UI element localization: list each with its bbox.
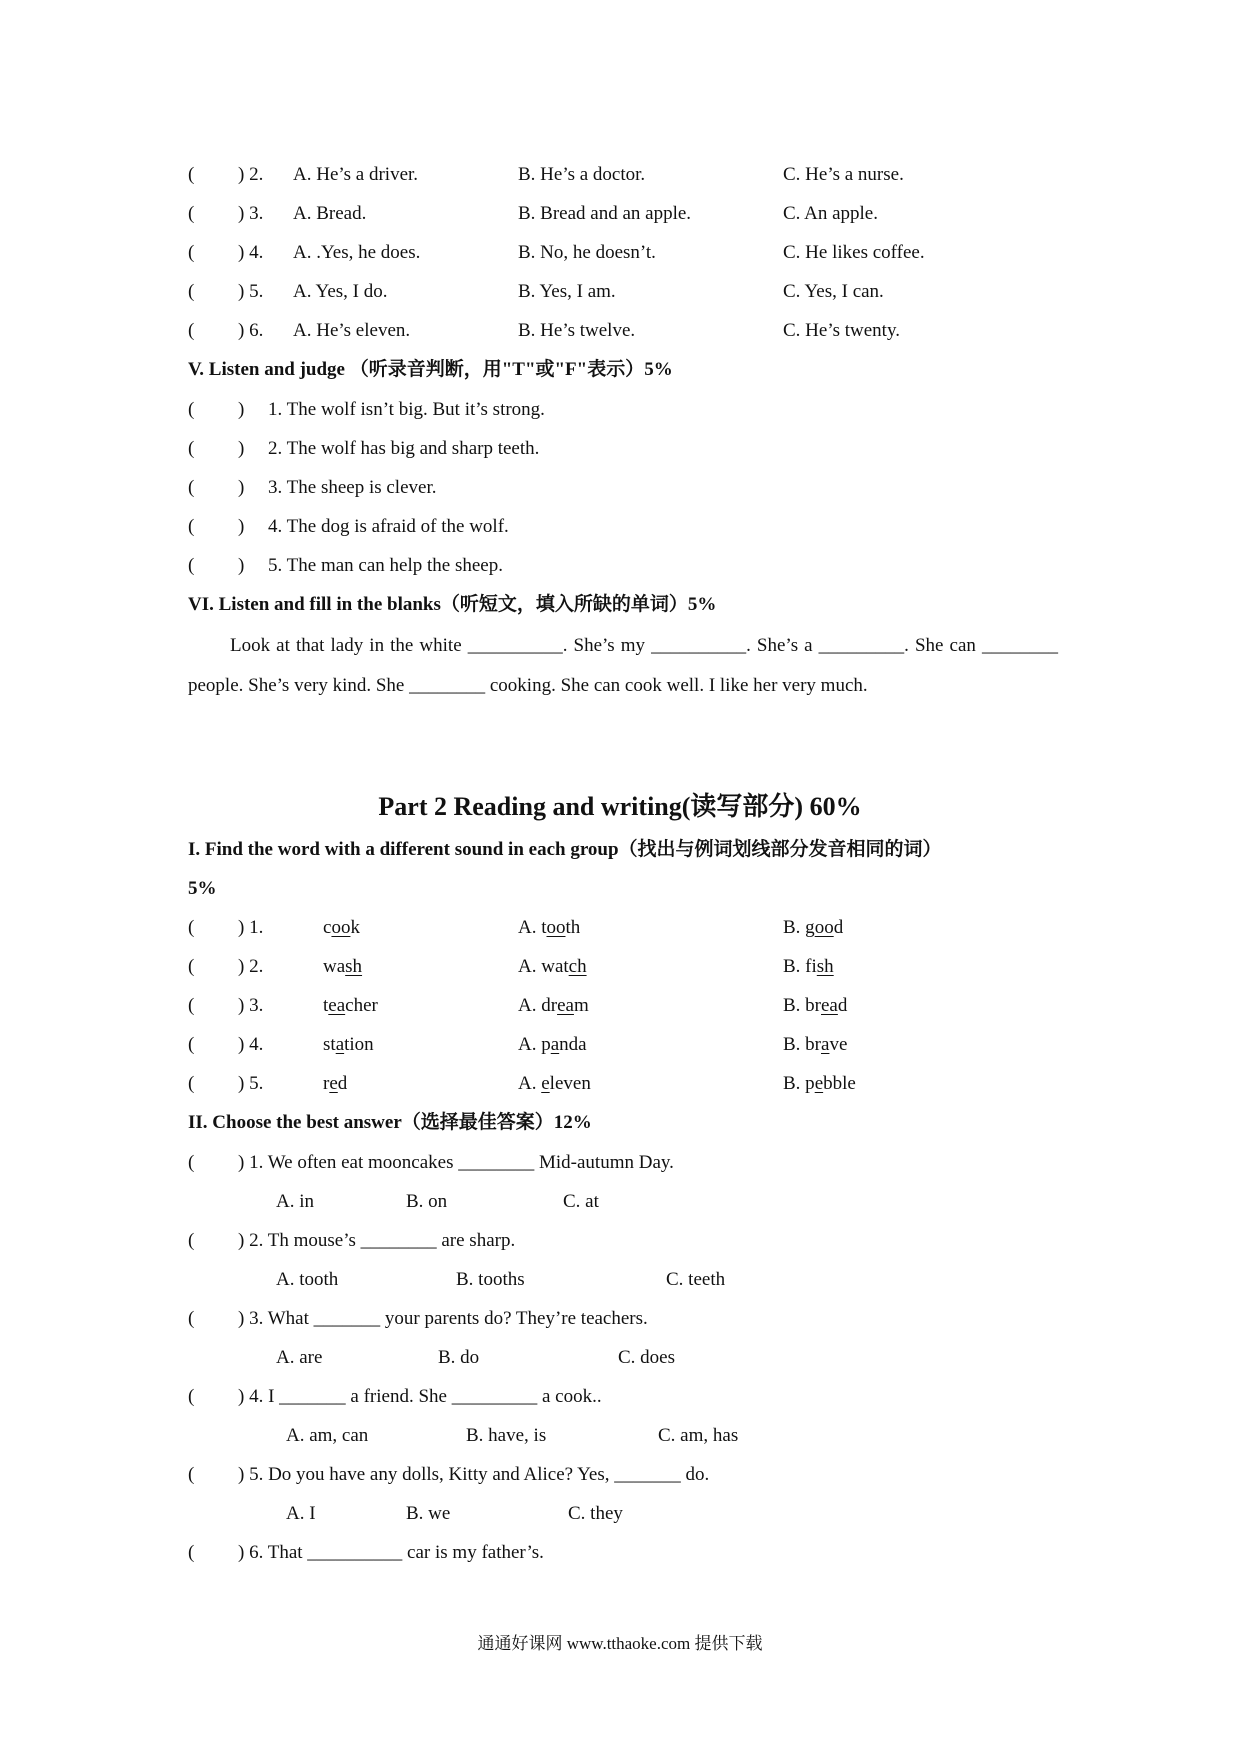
option-b: B. pebble [783,1073,856,1094]
option-c: C. He’s twenty. [783,320,900,341]
question-text: ) 1. We often eat mooncakes ________ Mid-autumn Day. [238,1152,674,1173]
option-b: B. He’s a doctor. [518,164,646,185]
option-a: A. .Yes, he does. [293,242,421,263]
option-c: C. He’s a nurse. [783,164,904,185]
option-b: B. He’s twelve. [518,320,636,341]
option-c: C. am, has [658,1425,739,1446]
question-text: ) 2. Th mouse’s ________ are sharp. [238,1230,516,1251]
answer-paren[interactable]: ( [188,164,195,185]
page-footer: 通通好课网 www.tthaoke.com 提供下载 [477,1634,763,1653]
answer-paren[interactable]: ( [188,1034,195,1055]
option-b: B. have, is [466,1425,547,1446]
fill-in-paragraph: Look at that lady in the white __________. She’s my __________. She’s a _________. She can ________ people. She’s very kind. She ________ cooking. She can cook well. I like her very much. [188,635,1058,696]
item-number: ) 4. [238,242,264,263]
answer-paren-close: ) [238,438,245,459]
option-b: B. tooths [456,1269,525,1290]
item-number: ) 2. [238,164,264,185]
statement: 2. The wolf has big and sharp teeth. [268,438,540,459]
statement: 1. The wolf isn’t big. But it’s strong. [268,399,545,420]
option-b: B. we [406,1503,451,1524]
answer-paren[interactable]: ( [188,1230,195,1251]
answer-paren[interactable]: ( [188,917,195,938]
option-a: A. He’s a driver. [293,164,419,185]
answer-paren[interactable]: ( [188,1152,195,1173]
question-text: ) 6. That __________ car is my father’s. [238,1542,544,1563]
example-word: wash [323,956,363,977]
option-c: C. they [568,1503,623,1524]
option-a: A. He’s eleven. [293,320,411,341]
option-b: B. fish [783,956,834,977]
answer-paren-open[interactable]: ( [188,555,195,576]
option-c: C. Yes, I can. [783,281,884,302]
item-number: ) 1. [238,917,264,938]
option-a: A. Bread. [293,203,367,224]
section-i-heading-score: 5% [188,878,217,899]
answer-paren-close: ) [238,516,245,537]
option-b: B. on [406,1191,448,1212]
option-a: A. in [276,1191,314,1212]
example-word: station [323,1034,374,1055]
example-word: teacher [323,995,378,1016]
answer-paren-open[interactable]: ( [188,438,195,459]
option-b: B. brave [783,1034,848,1055]
answer-paren-close: ) [238,555,245,576]
answer-paren[interactable]: ( [188,242,195,263]
question-text: ) 4. I _______ a friend. She _________ a cook.. [238,1386,602,1407]
answer-paren-close: ) [238,399,245,420]
statement: 3. The sheep is clever. [268,477,437,498]
option-b: B. good [783,917,844,938]
item-number: ) 2. [238,956,264,977]
option-c: C. does [618,1347,675,1368]
section-i-heading: I. Find the word with a different sound in each group（找出与例词划线部分发音相同的词） [188,839,942,860]
answer-paren[interactable]: ( [188,956,195,977]
item-number: ) 6. [238,320,264,341]
statement: 5. The man can help the sheep. [268,555,503,576]
option-b: B. bread [783,995,848,1016]
answer-paren[interactable]: ( [188,320,195,341]
option-b: B. Yes, I am. [518,281,616,302]
answer-paren-open[interactable]: ( [188,477,195,498]
item-number: ) 3. [238,995,264,1016]
answer-paren-open[interactable]: ( [188,399,195,420]
answer-paren[interactable]: ( [188,203,195,224]
option-b: B. No, he doesn’t. [518,242,656,263]
option-b: B. do [438,1347,480,1368]
item-number: ) 4. [238,1034,264,1055]
option-a: A. Yes, I do. [293,281,388,302]
option-a: A. dream [518,995,589,1016]
option-a: A. panda [518,1034,587,1055]
answer-paren[interactable]: ( [188,1542,195,1563]
answer-paren-open[interactable]: ( [188,516,195,537]
answer-paren-close: ) [238,477,245,498]
answer-paren[interactable]: ( [188,1464,195,1485]
option-a: A. eleven [518,1073,591,1094]
item-number: ) 5. [238,1073,264,1094]
answer-paren[interactable]: ( [188,281,195,302]
option-a: A. am, can [286,1425,369,1446]
section-vi-heading: VI. Listen and fill in the blanks（听短文，填入所缺的单词）5% [188,594,717,615]
statement: 4. The dog is afraid of the wolf. [268,516,509,537]
option-c: C. at [563,1191,599,1212]
option-c: C. An apple. [783,203,878,224]
option-a: A. tooth [276,1269,339,1290]
section-ii-heading: II. Choose the best answer（选择最佳答案）12% [188,1112,592,1133]
option-a: A. watch [518,956,587,977]
option-b: B. Bread and an apple. [518,203,692,224]
option-a: A. tooth [518,917,581,938]
answer-paren[interactable]: ( [188,1073,195,1094]
part2-title: Part 2 Reading and writing(读写部分) 60% [378,792,862,821]
item-number: ) 5. [238,281,264,302]
answer-paren[interactable]: ( [188,995,195,1016]
option-a: A. are [276,1347,323,1368]
answer-paren[interactable]: ( [188,1386,195,1407]
example-word: cook [323,917,360,938]
question-text: ) 5. Do you have any dolls, Kitty and Alice? Yes, _______ do. [238,1464,710,1485]
answer-paren[interactable]: ( [188,1308,195,1329]
example-word: red [323,1073,348,1094]
question-text: ) 3. What _______ your parents do? They’re teachers. [238,1308,648,1329]
option-c: C. He likes coffee. [783,242,925,263]
option-c: C. teeth [666,1269,726,1290]
section-v-heading: V. Listen and judge （听录音判断，用"T"或"F"表示）5% [188,359,673,380]
item-number: ) 3. [238,203,264,224]
option-a: A. I [286,1503,316,1524]
